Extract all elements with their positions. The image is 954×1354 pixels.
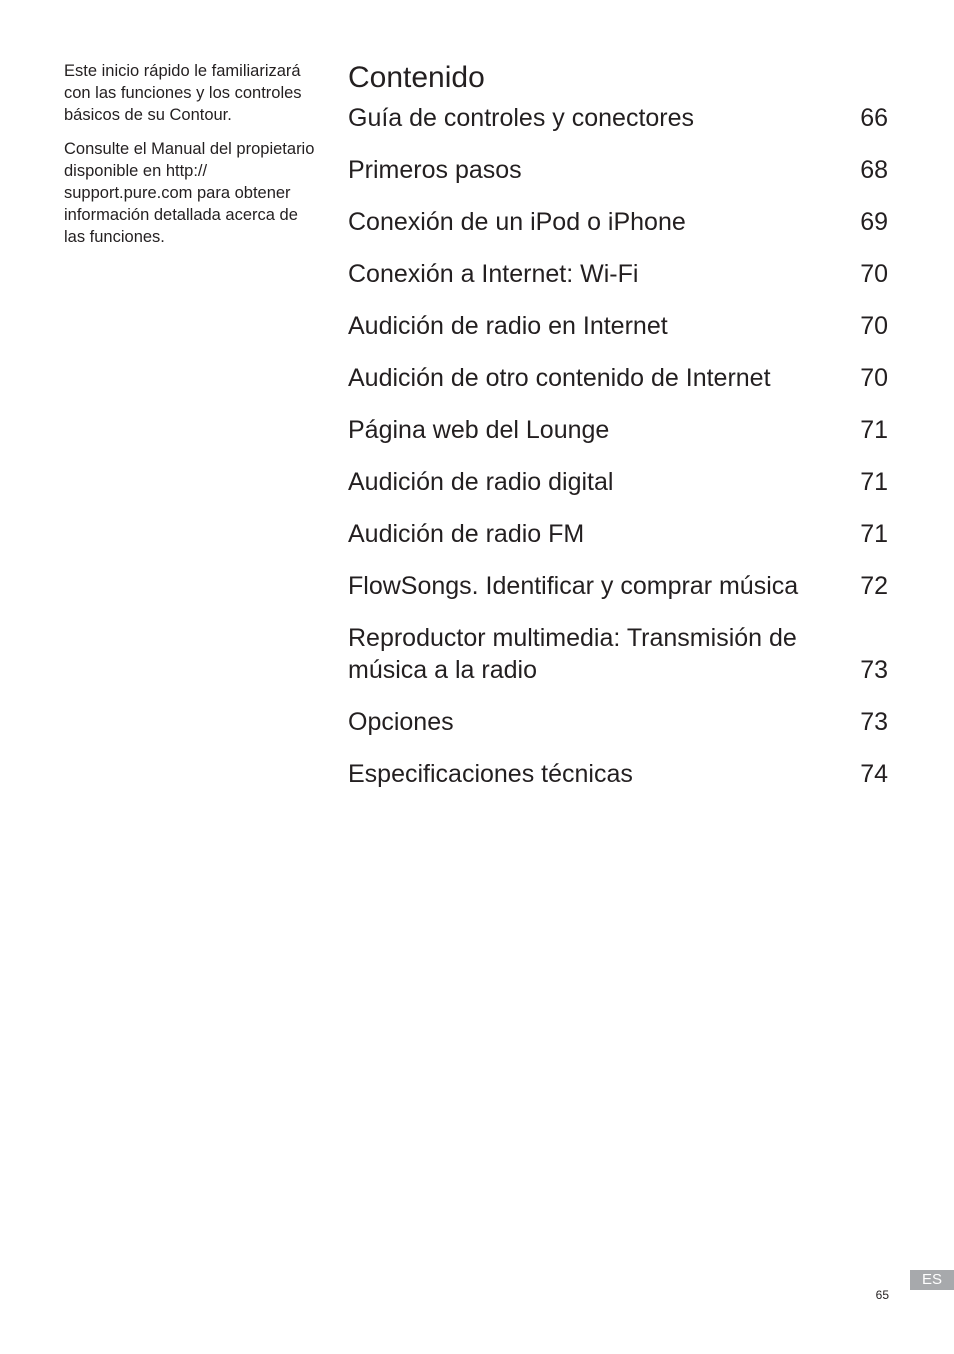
manual-reference-paragraph: Consulte el Manual del propietario disponible en http:// support.pure.com para obtener información detallada acerca de las funciones. — [64, 140, 315, 246]
toc-title: Contenido — [348, 61, 485, 94]
toc-entry-page: 74 — [860, 760, 888, 788]
toc-entry-page: 68 — [860, 156, 888, 184]
toc-entry-page: 71 — [860, 520, 888, 548]
toc-entry-page: 72 — [860, 572, 888, 600]
toc-entry-title: Opciones — [348, 708, 454, 736]
toc-entry[interactable] — [348, 206, 888, 238]
toc-entry[interactable] — [348, 570, 888, 602]
toc-entry-title: Audición de otro contenido de Internet — [348, 364, 771, 392]
toc-entry-title: Audición de radio digital — [348, 468, 614, 496]
toc-entry-title: Página web del Lounge — [348, 416, 610, 444]
toc-entry[interactable] — [348, 622, 888, 686]
toc-entry-title: Audición de radio FM — [348, 520, 585, 548]
toc-entry-page: 71 — [860, 468, 888, 496]
toc-entry[interactable] — [348, 414, 888, 446]
toc-entry-page: 69 — [860, 208, 888, 236]
page-number: 65 — [875, 1288, 889, 1302]
toc-entry-page: 70 — [860, 364, 888, 392]
toc-entry-page: 70 — [860, 312, 888, 340]
language-tab: ES — [910, 1270, 954, 1290]
toc-entry[interactable] — [348, 466, 888, 498]
toc-entry-page: 73 — [860, 656, 888, 684]
toc-entry-title: Audición de radio en Internet — [348, 312, 668, 340]
toc-entry-title: Primeros pasos — [348, 156, 522, 184]
toc-entry-page: 66 — [860, 104, 888, 132]
toc-entry[interactable] — [348, 310, 888, 342]
intro-sidebar — [64, 60, 320, 260]
toc-entry[interactable] — [348, 154, 888, 186]
toc-entry-title: Conexión de un iPod o iPhone — [348, 208, 686, 236]
toc-entry-title: FlowSongs. Identificar y comprar música — [348, 572, 799, 600]
toc-entry-page: 73 — [860, 708, 888, 736]
toc-entry[interactable] — [348, 102, 888, 134]
table-of-contents — [348, 56, 888, 810]
toc-entry[interactable] — [348, 758, 888, 790]
toc-entry-page: 70 — [860, 260, 888, 288]
toc-entry-title: Guía de controles y conectores — [348, 104, 695, 132]
toc-entry[interactable] — [348, 362, 888, 394]
toc-entry-title: Reproductor multimedia: Transmisión de música a la radio — [348, 624, 797, 684]
toc-entry-page: 71 — [860, 416, 888, 444]
toc-entry[interactable] — [348, 258, 888, 290]
toc-entry-title: Conexión a Internet: Wi-Fi — [348, 260, 639, 288]
toc-list — [348, 102, 888, 790]
intro-paragraph: Este inicio rápido le familiarizará con las funciones y los controles básicos de su Contour. — [64, 62, 302, 124]
toc-entry[interactable] — [348, 518, 888, 550]
toc-entry-title: Especificaciones técnicas — [348, 760, 633, 788]
toc-entry[interactable] — [348, 706, 888, 738]
